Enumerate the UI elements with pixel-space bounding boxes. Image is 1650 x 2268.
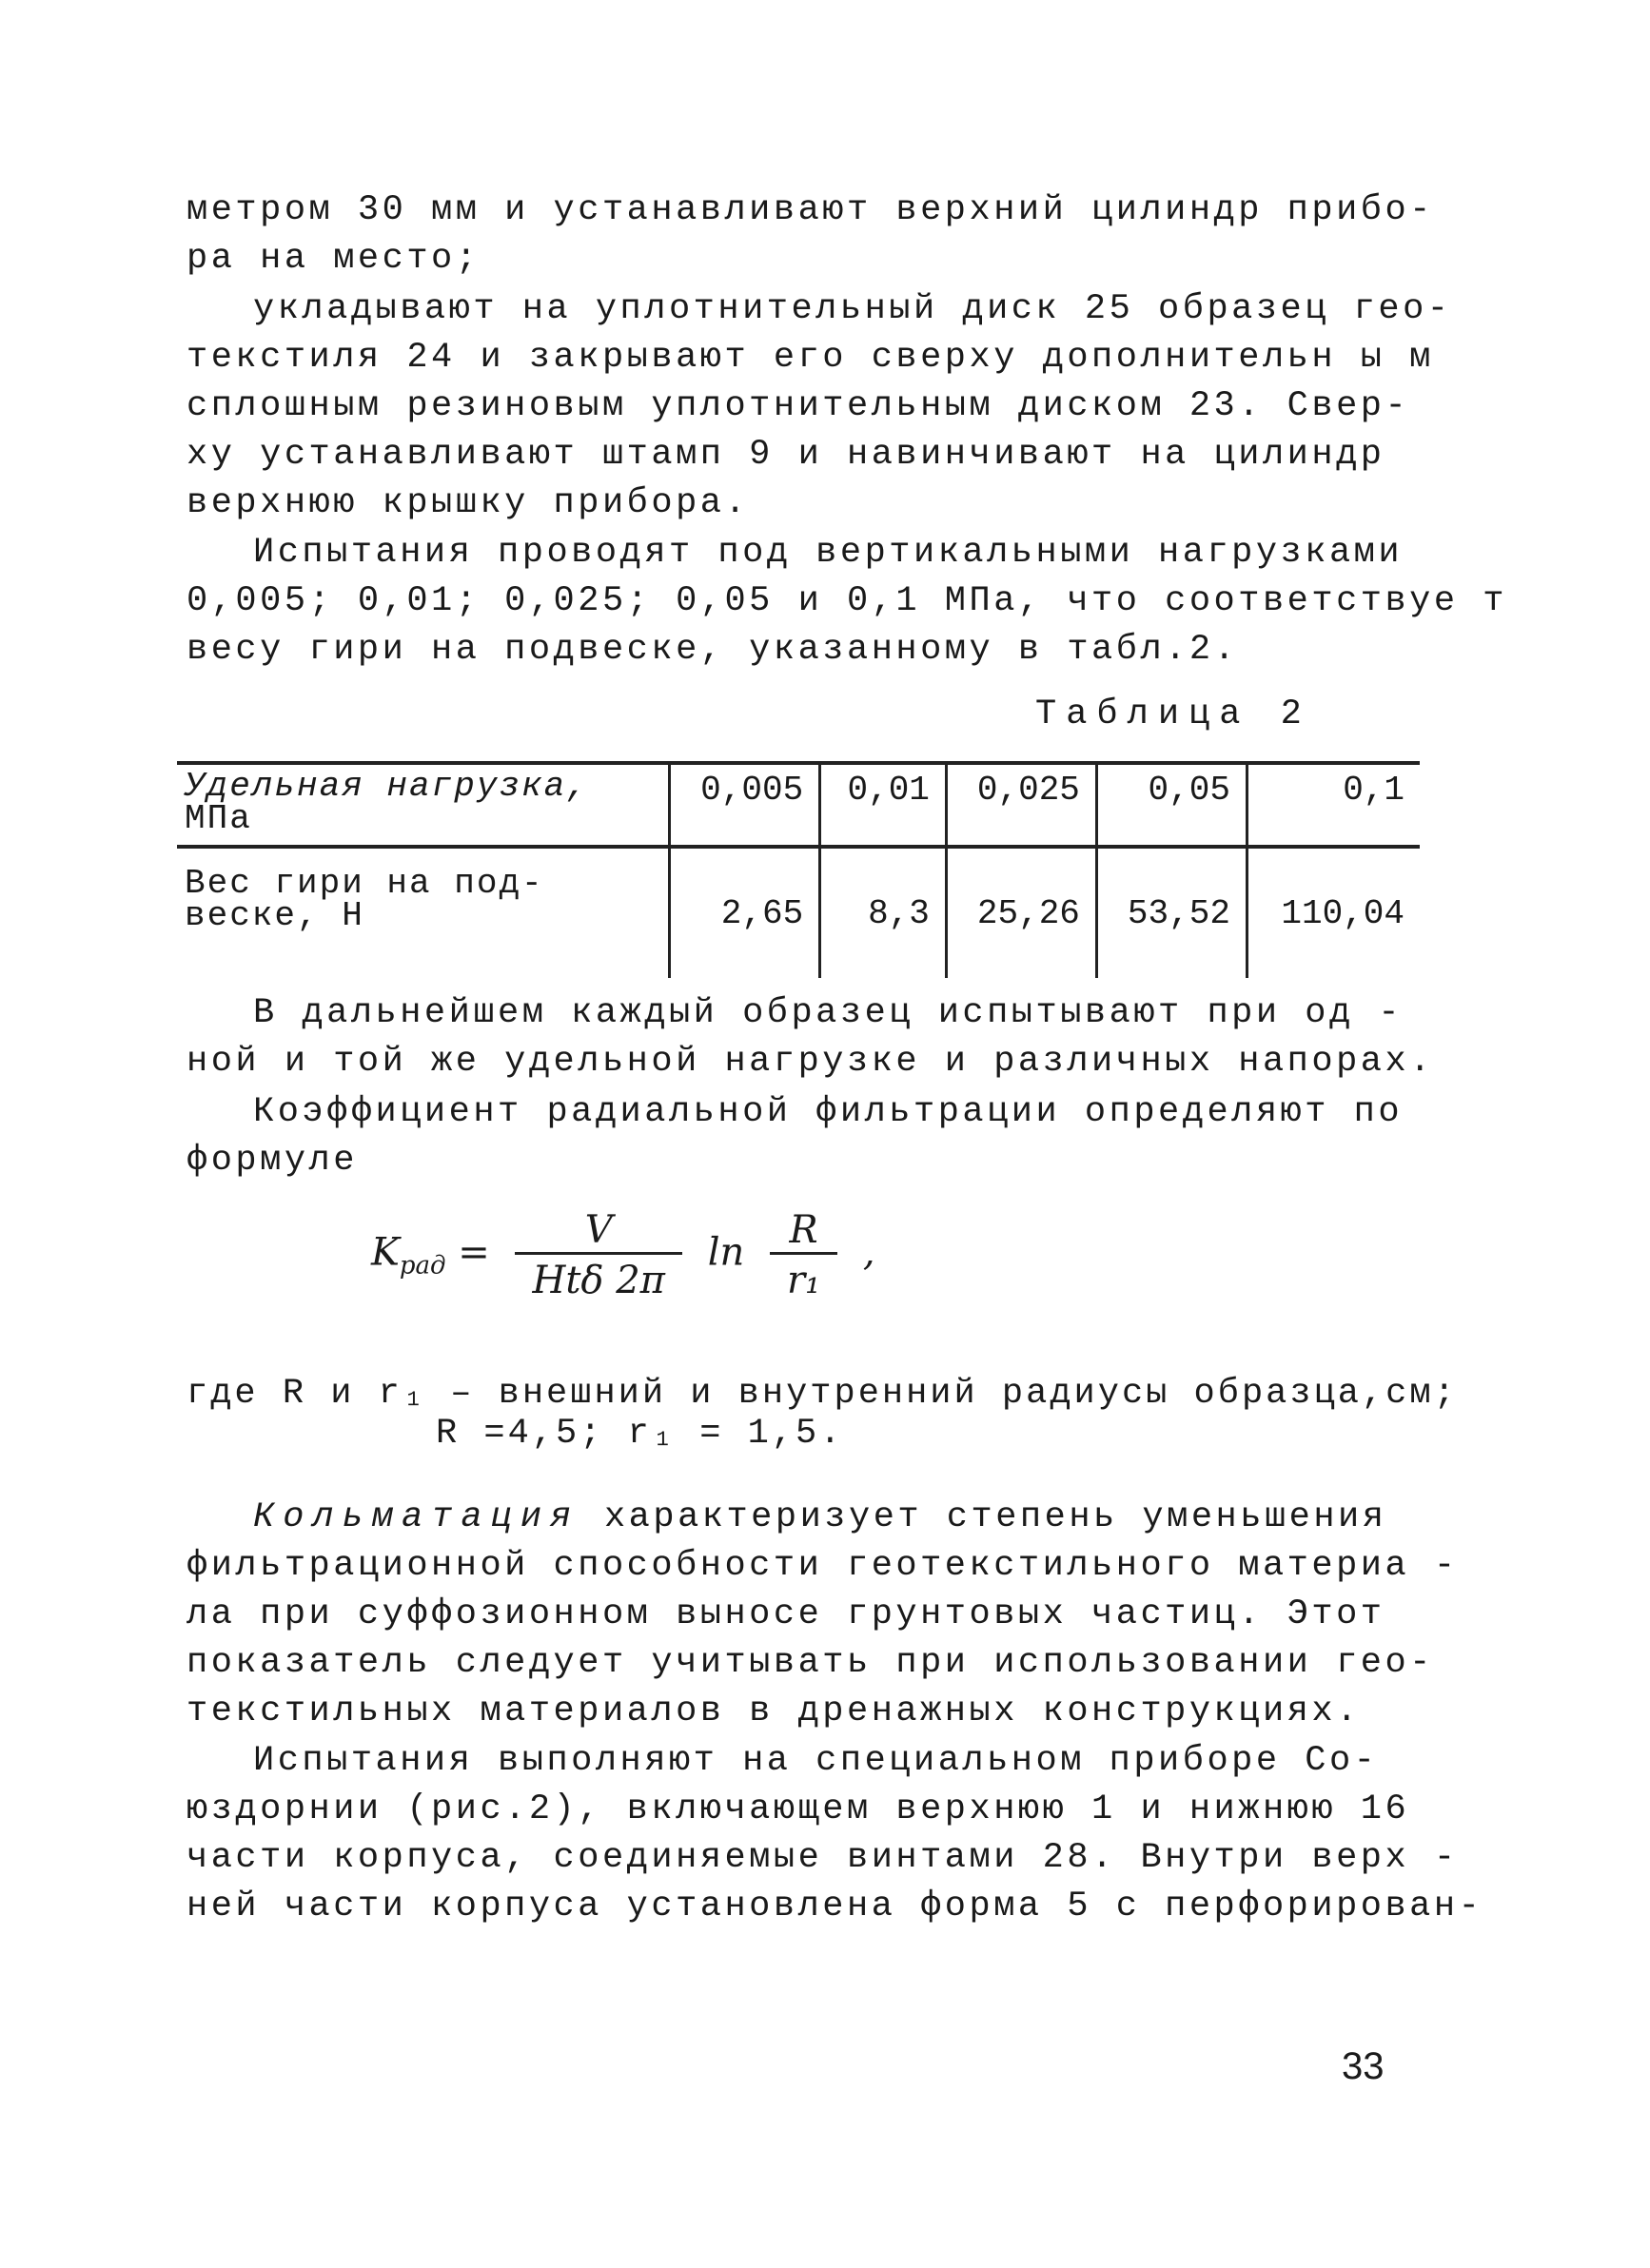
table-row <box>177 847 1420 978</box>
table-caption: Таблица 2 <box>1035 694 1311 734</box>
paragraph-6: Кольматация характеризует степень уменьшения фильтрационной способности геотекстильного материа - ла при суффозионном выносе грунтовых частиц. Этот показатель следует учитывать при использовании гео- текстильных материалов в дренажных конструкциях. <box>187 1497 1459 1731</box>
table-cell: 110,04 <box>1247 847 1420 978</box>
table-cell: 0,1 <box>1247 763 1420 847</box>
formula-explanation: где R и r₁ – внешний и внутренний радиусы образца,см; R =4,5; r₁ = 1,5. <box>187 1374 1458 1454</box>
load-table <box>177 761 1420 978</box>
formula-fraction-1: $\frac{V}{\text{Htδ 2π}}$ <box>515 1208 682 1302</box>
paragraph-1: метром 30 мм и устанавливают верхний цилиндр прибо- ра на место; <box>187 190 1434 279</box>
paragraph-5: Коэффициент радиальной фильтрации определяют по формуле <box>187 1092 1404 1181</box>
formula-equals: = <box>458 1230 490 1275</box>
term-colmatation: Кольматация <box>253 1497 580 1537</box>
table-cell: 0,05 <box>1096 763 1247 847</box>
paragraph-7: Испытания выполняют на специальном приборе Со- юздорнии (рис.2), включающем верхнюю 1 и нижнюю 16 части корпуса, соединяемые винтами 28. Внутри верх - ней части корпуса установлена форма 5 с перфорирован- <box>187 1741 1483 1926</box>
filtration-formula <box>371 1208 875 1302</box>
formula-comma: , <box>862 1230 875 1275</box>
table-cell: 8,3 <box>820 847 947 978</box>
row-header-specific-load: Удельная нагрузка, МПа <box>177 763 670 847</box>
formula-lhs: K <box>371 1230 400 1275</box>
table-cell: 0,005 <box>670 763 820 847</box>
paragraph-2: укладывают на уплотнительный диск 25 образец гео- текстиля 24 и закрывают его сверху дополнительн ы м сплошным резиновым уплотнительным диском 23. Свер- ху устанавливают штамп 9 и навинчивают на цилиндр верхнюю крышку прибора. <box>187 289 1452 523</box>
table-cell: 2,65 <box>670 847 820 978</box>
paragraph-4: В дальнейшем каждый образец испытывают при од - ной и той же удельной нагрузке и различных напорах. <box>187 993 1434 1082</box>
formula-fraction-2: $\frac{R}{\text{r₁}}$ <box>770 1208 837 1302</box>
table-row <box>177 763 1420 847</box>
table-cell: 0,01 <box>820 763 947 847</box>
paragraph-3: Испытания проводят под вертикальными нагрузками 0,005; 0,01; 0,025; 0,05 и 0,1 МПа, что соответствуе т весу гири на подвеске, указанному в табл.2. <box>187 533 1507 670</box>
row-header-weight: Вес гири на под- веске, Н <box>185 864 544 935</box>
page-number: 33 <box>1342 2045 1385 2087</box>
table-cell: 53,52 <box>1096 847 1247 978</box>
table-cell: 0,025 <box>946 763 1096 847</box>
formula-lhs-subscript: рад <box>399 1251 446 1281</box>
table-cell: 25,26 <box>946 847 1096 978</box>
formula-ln: ln <box>707 1230 745 1275</box>
